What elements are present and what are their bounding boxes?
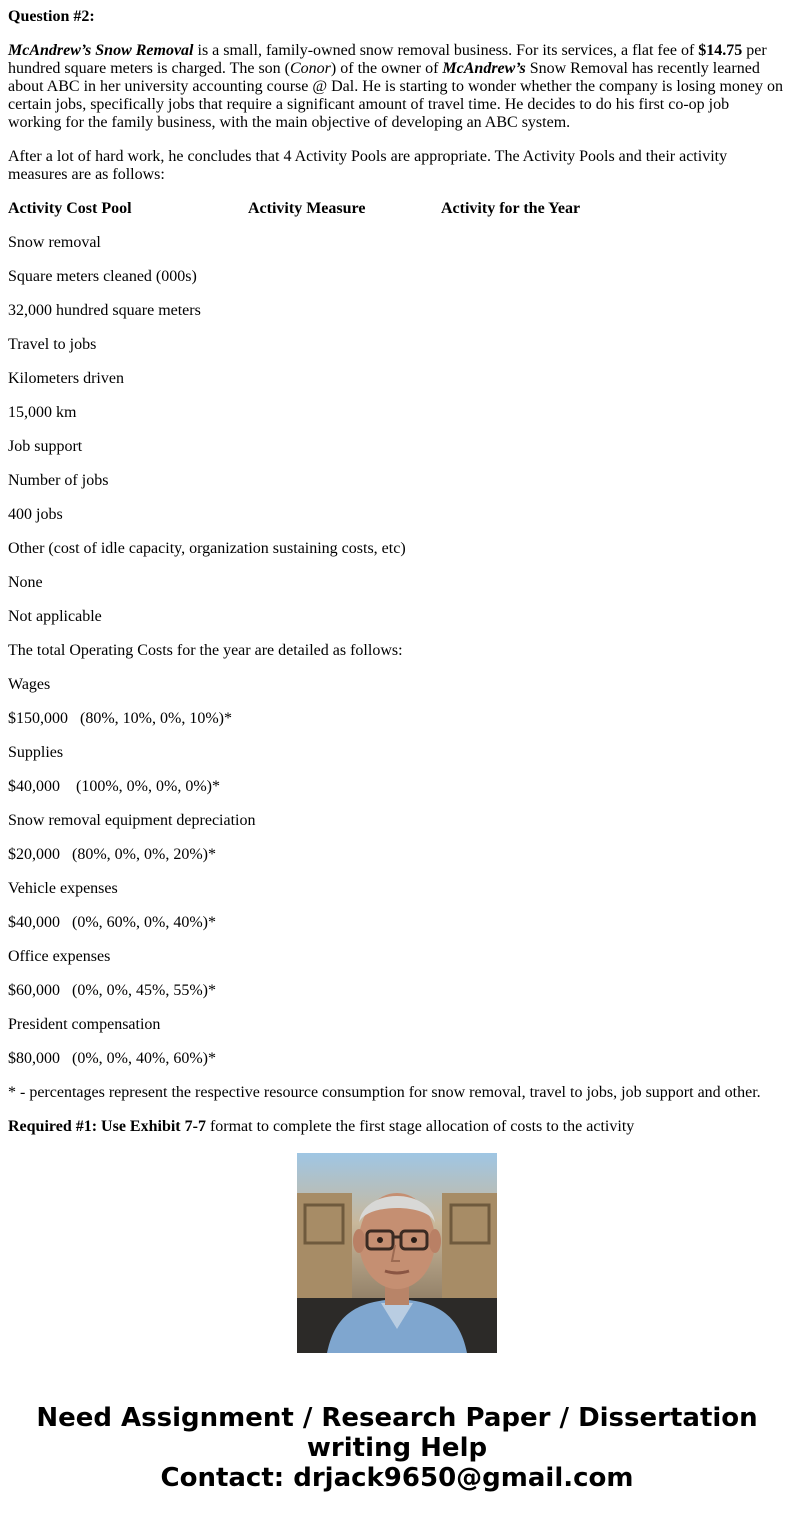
question-title: Question #2: <box>8 8 95 25</box>
text-line: $150,000 (80%, 10%, 0%, 10%)* <box>8 710 232 727</box>
text-line: $40,000 (100%, 0%, 0%, 0%)* <box>8 778 220 795</box>
promo-line-2: writing Help <box>306 1433 488 1463</box>
intro-text-4: Snow Removal has recently learned about ABC in her university accounting course @ Dal. He is starting to wonder whether the company is losing money on certain jobs, specifically jobs that require a significant amount of travel time. He decides to do his first co-op job working for the family business, with the main objective of developing an ABC system. <box>8 60 784 131</box>
intro-text-2: per hundred square meters is charged. The son ( <box>8 42 767 77</box>
text-line: Other (cost of idle capacity, organization sustaining costs, etc) <box>8 540 406 557</box>
text-line: Square meters cleaned (000s) <box>8 268 197 285</box>
text-line: Snow removal <box>8 234 101 251</box>
text-line: $60,000 (0%, 0%, 45%, 55%)* <box>8 982 216 999</box>
son-name: Conor <box>290 60 331 77</box>
company-name: McAndrew’s Snow Removal <box>8 42 194 59</box>
company-short-name: McAndrew’s <box>442 60 526 77</box>
header-activity-for-year: Activity for the Year <box>441 200 581 217</box>
promo-text <box>0 1403 794 1493</box>
text-line: Wages <box>8 676 51 693</box>
text-line: Kilometers driven <box>8 370 124 387</box>
text-line: Office expenses <box>8 948 111 965</box>
required-line-cut <box>8 1118 634 1136</box>
text-line: President compensation <box>8 1016 161 1033</box>
text-line: Snow removal equipment depreciation <box>8 812 256 829</box>
text-line: $40,000 (0%, 60%, 0%, 40%)* <box>8 914 216 931</box>
required-text: format to complete the first stage allocation of costs to the activity <box>205 1118 635 1135</box>
text-line: Number of jobs <box>8 472 109 489</box>
header-activity-measure: Activity Measure <box>248 200 366 217</box>
text-line: Not applicable <box>8 608 102 625</box>
intro-text-3: ) of the owner of <box>330 60 443 77</box>
text-line: The total Operating Costs for the year are detailed as follows: <box>8 642 403 659</box>
promo-contact: Contact: drjack9650@gmail.com <box>160 1463 634 1493</box>
promo-line-1: Need Assignment / Research Paper / Dissertation <box>36 1403 758 1433</box>
text-line: Supplies <box>8 744 64 761</box>
fee-amount: $14.75 <box>698 42 743 59</box>
author-photo <box>297 1153 497 1353</box>
text-line: 15,000 km <box>8 404 77 421</box>
question-document <box>8 0 786 1135</box>
required-label: Required #1: Use Exhibit 7-7 <box>8 1118 206 1135</box>
text-line: $80,000 (0%, 0%, 40%, 60%)* <box>8 1050 216 1067</box>
intro-text-1: is a small, family-owned snow removal business. For its services, a flat fee of <box>193 42 699 59</box>
text-line: Vehicle expenses <box>8 880 118 897</box>
text-line: Job support <box>8 438 83 455</box>
activity-pools-paragraph: After a lot of hard work, he concludes that 4 Activity Pools are appropriate. The Activity Pools and their activity measures are as follows: <box>8 148 728 183</box>
header-activity-cost-pool: Activity Cost Pool <box>8 200 132 217</box>
text-line: 400 jobs <box>8 506 63 523</box>
intro-paragraph <box>8 42 786 132</box>
text-line: 32,000 hundred square meters <box>8 302 201 319</box>
footnote: * - percentages represent the respective resource consumption for snow removal, travel to jobs, job support and other. <box>8 1084 761 1101</box>
text-line: $20,000 (80%, 0%, 0%, 20%)* <box>8 846 216 863</box>
text-line: Travel to jobs <box>8 336 97 353</box>
text-line: None <box>8 574 43 591</box>
portrait-image <box>297 1153 497 1353</box>
